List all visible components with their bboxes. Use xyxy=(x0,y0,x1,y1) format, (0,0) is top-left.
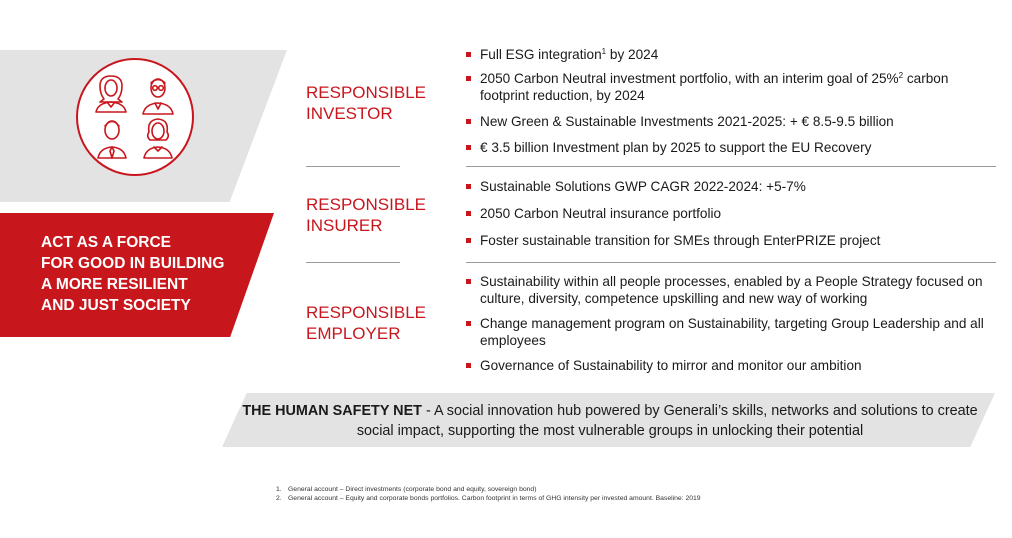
bullet-item xyxy=(466,205,986,222)
curly-hair-woman-icon xyxy=(144,119,172,158)
headline-line: A MORE RESILIENT xyxy=(41,276,188,293)
footnote-ref: 1 xyxy=(601,47,607,56)
bullet-square-icon xyxy=(466,238,471,243)
divider-left xyxy=(306,262,400,263)
bullet-square-icon xyxy=(466,145,471,150)
bullet-text: 2050 Carbon Neutral investment portfolio, with an interim goal of 25% xyxy=(480,71,899,86)
employer-bullets xyxy=(466,273,996,374)
bullet-square-icon xyxy=(466,76,471,81)
headline-line: ACT AS A FORCE xyxy=(41,234,172,251)
footnote-text: General account – Equity and corporate bonds portfolios. Carbon footprint in terms of GHG intensity per invested amount. Baseline: 2019 xyxy=(288,495,701,502)
section-title-line: EMPLOYER xyxy=(306,324,401,343)
bullet-item xyxy=(466,232,986,249)
footnote-ref: 2 xyxy=(898,71,904,80)
man-glasses-icon xyxy=(143,79,173,114)
section-title-line: INVESTOR xyxy=(306,104,393,123)
bullet-item xyxy=(466,70,986,104)
section-title-line: RESPONSIBLE xyxy=(306,303,426,322)
bullet-text: Foster sustainable transition for SMEs through EnterPRIZE project xyxy=(480,233,881,248)
headline xyxy=(41,232,271,316)
section-title-investor xyxy=(306,82,426,124)
safety-net-text: - A social innovation hub powered by Generali’s skills, networks and solutions to create social impact, supporting the most vulnerable groups in unlocking their potential xyxy=(356,403,978,439)
bullet-text: Sustainability within all people processes, enabled by a People Strategy focused on culture, diversity, competence upskilling and new way of working xyxy=(480,274,983,306)
bullet-text: Full ESG integration xyxy=(480,47,602,62)
man-tie-icon xyxy=(98,121,126,158)
bullet-item xyxy=(466,113,986,130)
section-title-line: RESPONSIBLE xyxy=(306,83,426,102)
bullet-text-after: by 2024 xyxy=(606,47,659,62)
bullet-item xyxy=(466,273,996,307)
divider-right xyxy=(466,262,996,263)
section-title-line: INSURER xyxy=(306,216,383,235)
people-group-icon xyxy=(76,58,194,176)
section-title-employer xyxy=(306,302,426,344)
footnote-number: 2. xyxy=(276,495,282,502)
insurer-bullets xyxy=(466,178,986,249)
bullet-item xyxy=(466,178,986,195)
bullet-square-icon xyxy=(466,52,471,57)
bullet-text: 2050 Carbon Neutral insurance portfolio xyxy=(480,206,722,221)
footnote-item xyxy=(276,485,701,494)
safety-net-title: THE HUMAN SAFETY NET xyxy=(242,403,422,419)
section-title-line: RESPONSIBLE xyxy=(306,195,426,214)
divider-left xyxy=(306,166,400,167)
footnote-number: 1. xyxy=(276,486,282,493)
bullet-square-icon xyxy=(466,321,471,326)
headline-line: AND JUST SOCIETY xyxy=(41,297,191,314)
bullet-square-icon xyxy=(466,363,471,368)
bullet-text: Change management program on Sustainability, targeting Group Leadership and all employees xyxy=(480,316,984,348)
bullet-text: New Green & Sustainable Investments 2021-2025: + € 8.5-9.5 billion xyxy=(480,114,894,129)
bullet-text: € 3.5 billion Investment plan by 2025 to support the EU Recovery xyxy=(480,140,872,155)
bullet-text-after: carbon footprint reduction, by 2024 xyxy=(480,71,949,103)
divider-right xyxy=(466,166,996,167)
section-title-insurer xyxy=(306,194,426,236)
safety-net-statement xyxy=(240,401,980,441)
woman-icon xyxy=(96,76,126,112)
bullet-text: Sustainable Solutions GWP CAGR 2022-2024: +5-7% xyxy=(480,179,806,194)
footnote-text: General account – Direct investments (corporate bond and equity, sovereign bond) xyxy=(288,486,537,493)
bullet-item xyxy=(466,357,996,374)
bullet-item xyxy=(466,315,996,349)
investor-bullets xyxy=(466,46,986,156)
bullet-square-icon xyxy=(466,119,471,124)
bullet-text: Governance of Sustainability to mirror and monitor our ambition xyxy=(480,358,862,373)
bullet-square-icon xyxy=(466,279,471,284)
bullet-item xyxy=(466,46,986,63)
bullet-item xyxy=(466,139,986,156)
bullet-square-icon xyxy=(466,211,471,216)
footnotes xyxy=(276,485,701,503)
footnote-item xyxy=(276,494,701,503)
headline-line: FOR GOOD IN BUILDING xyxy=(41,255,225,272)
bullet-square-icon xyxy=(466,184,471,189)
